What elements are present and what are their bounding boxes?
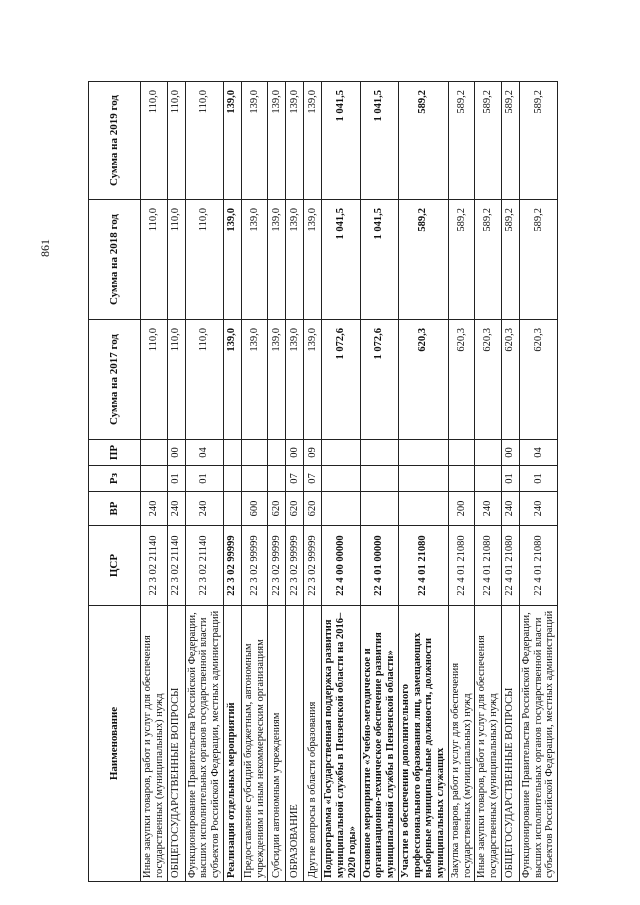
cell-y2019: 589,2	[448, 82, 475, 200]
cell-name: Субсидии автономным учреждениям	[268, 606, 286, 882]
cell-name: Подпрограмма «Государственная поддержка развития муниципальной службы в Пензенской области на 2016–2020 годы»	[322, 606, 360, 882]
cell-csr: 22 3 02 99999	[304, 526, 322, 606]
cell-csr: 22 4 01 21080	[398, 526, 448, 606]
cell-vr	[360, 492, 398, 526]
cell-csr: 22 3 02 21140	[167, 526, 185, 606]
cell-y2017: 139,0	[268, 320, 286, 440]
cell-y2019: 589,2	[475, 82, 502, 200]
cell-y2017: 620,3	[398, 320, 448, 440]
table-row	[286, 82, 304, 882]
table-row	[398, 82, 448, 882]
table-row	[360, 82, 398, 882]
cell-y2018: 110,0	[141, 200, 168, 320]
cell-rz: 07	[286, 466, 304, 492]
header-pr: ПР	[89, 440, 141, 466]
cell-y2018: 139,0	[286, 200, 304, 320]
cell-y2018: 589,2	[448, 200, 475, 320]
cell-y2017: 1 072,6	[322, 320, 360, 440]
cell-csr: 22 3 02 99999	[286, 526, 304, 606]
cell-csr: 22 3 02 99999	[241, 526, 268, 606]
cell-vr: 240	[475, 492, 502, 526]
cell-y2017: 139,0	[241, 320, 268, 440]
cell-y2017: 620,3	[501, 320, 519, 440]
table-row	[185, 82, 223, 882]
cell-vr: 240	[519, 492, 557, 526]
cell-vr: 240	[501, 492, 519, 526]
header-rz: Рз	[89, 466, 141, 492]
cell-rz	[141, 466, 168, 492]
cell-name: Иные закупки товаров, работ и услуг для обеспечения государственных (муниципальных) нужд	[475, 606, 502, 882]
cell-rz: 07	[304, 466, 322, 492]
cell-rz	[223, 466, 241, 492]
cell-pr	[223, 440, 241, 466]
cell-y2018: 589,2	[501, 200, 519, 320]
table-row	[141, 82, 168, 882]
cell-csr: 22 4 00 00000	[322, 526, 360, 606]
cell-vr: 620	[268, 492, 286, 526]
cell-vr: 600	[241, 492, 268, 526]
cell-y2017: 139,0	[286, 320, 304, 440]
cell-vr	[398, 492, 448, 526]
cell-y2017: 1 072,6	[360, 320, 398, 440]
table-row	[519, 82, 557, 882]
cell-rz	[475, 466, 502, 492]
cell-pr: 00	[167, 440, 185, 466]
cell-vr: 240	[185, 492, 223, 526]
cell-y2018: 1 041,5	[360, 200, 398, 320]
cell-y2017: 139,0	[304, 320, 322, 440]
cell-y2018: 139,0	[241, 200, 268, 320]
cell-csr: 22 4 01 21080	[448, 526, 475, 606]
cell-y2019: 589,2	[501, 82, 519, 200]
cell-y2017: 620,3	[475, 320, 502, 440]
cell-rz	[268, 466, 286, 492]
cell-y2018: 110,0	[167, 200, 185, 320]
table-row	[268, 82, 286, 882]
cell-vr: 620	[304, 492, 322, 526]
cell-csr: 22 4 01 21080	[475, 526, 502, 606]
cell-y2018: 139,0	[304, 200, 322, 320]
header-2019: Сумма на 2019 год	[89, 82, 141, 200]
budget-table	[88, 81, 558, 882]
cell-csr: 22 4 01 21080	[501, 526, 519, 606]
table-row	[448, 82, 475, 882]
cell-y2019: 139,0	[241, 82, 268, 200]
cell-name: ОБРАЗОВАНИЕ	[286, 606, 304, 882]
cell-name: Основное мероприятие «Учебно-методическое и организационно-техническое обеспечение развития муниципальной службы в Пензенской области»	[360, 606, 398, 882]
table-header-row	[89, 82, 141, 882]
cell-pr	[360, 440, 398, 466]
cell-y2019: 139,0	[286, 82, 304, 200]
cell-name: Другие вопросы в области образования	[304, 606, 322, 882]
cell-csr: 22 3 02 21140	[185, 526, 223, 606]
cell-y2019: 1 041,5	[360, 82, 398, 200]
page-number: 861	[38, 239, 52, 257]
cell-rz: 01	[167, 466, 185, 492]
cell-vr: 200	[448, 492, 475, 526]
cell-rz	[398, 466, 448, 492]
cell-y2018: 110,0	[185, 200, 223, 320]
cell-y2019: 589,2	[398, 82, 448, 200]
cell-y2017: 620,3	[519, 320, 557, 440]
table-row	[322, 82, 360, 882]
table-row	[167, 82, 185, 882]
cell-y2018: 589,2	[519, 200, 557, 320]
cell-rz	[322, 466, 360, 492]
cell-vr: 240	[141, 492, 168, 526]
cell-y2019: 1 041,5	[322, 82, 360, 200]
cell-y2017: 139,0	[223, 320, 241, 440]
cell-pr	[322, 440, 360, 466]
cell-rz: 01	[501, 466, 519, 492]
budget-table-container	[88, 82, 556, 882]
table-row	[501, 82, 519, 882]
cell-y2019: 139,0	[304, 82, 322, 200]
cell-y2019: 589,2	[519, 82, 557, 200]
cell-csr: 22 3 02 99999	[223, 526, 241, 606]
cell-name: ОБЩЕГОСУДАРСТВЕННЫЕ ВОПРОСЫ	[167, 606, 185, 882]
cell-name: Закупка товаров, работ и услуг для обеспечения государственных (муниципальных) нужд	[448, 606, 475, 882]
cell-csr: 22 3 02 21140	[141, 526, 168, 606]
header-name: Наименование	[89, 606, 141, 882]
table-row	[304, 82, 322, 882]
cell-pr: 00	[501, 440, 519, 466]
cell-y2017: 110,0	[185, 320, 223, 440]
cell-rz	[241, 466, 268, 492]
cell-y2018: 1 041,5	[322, 200, 360, 320]
cell-csr: 22 4 01 00000	[360, 526, 398, 606]
table-row	[223, 82, 241, 882]
table-row	[475, 82, 502, 882]
cell-vr	[223, 492, 241, 526]
cell-name: Функционирование Правительства Российской Федерации, высших исполнительных органов государственной власти субъектов Российской Федерации, местных администраций	[519, 606, 557, 882]
header-2017: Сумма на 2017 год	[89, 320, 141, 440]
cell-y2019: 139,0	[268, 82, 286, 200]
cell-pr	[398, 440, 448, 466]
header-vr: ВР	[89, 492, 141, 526]
cell-y2017: 110,0	[141, 320, 168, 440]
cell-y2018: 139,0	[268, 200, 286, 320]
cell-vr	[322, 492, 360, 526]
cell-name: Предоставление субсидий бюджетным, автономным учреждениям и иным некоммерческим организациям	[241, 606, 268, 882]
cell-rz: 01	[185, 466, 223, 492]
cell-vr: 240	[167, 492, 185, 526]
table-body	[141, 82, 558, 882]
cell-rz: 01	[519, 466, 557, 492]
cell-y2019: 110,0	[141, 82, 168, 200]
cell-y2019: 139,0	[223, 82, 241, 200]
cell-pr	[241, 440, 268, 466]
cell-y2018: 139,0	[223, 200, 241, 320]
cell-pr	[141, 440, 168, 466]
cell-pr: 04	[185, 440, 223, 466]
cell-pr	[268, 440, 286, 466]
cell-name: Реализация отдельных мероприятий	[223, 606, 241, 882]
cell-y2019: 110,0	[185, 82, 223, 200]
table-row	[241, 82, 268, 882]
cell-csr: 22 4 01 21080	[519, 526, 557, 606]
cell-y2018: 589,2	[475, 200, 502, 320]
cell-csr: 22 3 02 99999	[268, 526, 286, 606]
cell-name: ОБЩЕГОСУДАРСТВЕННЫЕ ВОПРОСЫ	[501, 606, 519, 882]
header-2018: Сумма на 2018 год	[89, 200, 141, 320]
cell-vr: 620	[286, 492, 304, 526]
cell-pr: 09	[304, 440, 322, 466]
cell-rz	[448, 466, 475, 492]
cell-rz	[360, 466, 398, 492]
cell-pr	[448, 440, 475, 466]
cell-y2018: 589,2	[398, 200, 448, 320]
cell-pr	[475, 440, 502, 466]
cell-name: Функционирование Правительства Российской Федерации, высших исполнительных органов государственной власти субъектов Российской Федерации, местных администраций	[185, 606, 223, 882]
cell-name: Иные закупки товаров, работ и услуг для обеспечения государственных (муниципальных) нужд	[141, 606, 168, 882]
cell-y2017: 110,0	[167, 320, 185, 440]
cell-pr: 04	[519, 440, 557, 466]
header-csr: ЦСР	[89, 526, 141, 606]
cell-pr: 00	[286, 440, 304, 466]
cell-name: Участие в обеспечении дополнительного профессионального образования лиц, замещающих выборные муниципальные должности, должности муниципальных служащих	[398, 606, 448, 882]
cell-y2019: 110,0	[167, 82, 185, 200]
cell-y2017: 620,3	[448, 320, 475, 440]
